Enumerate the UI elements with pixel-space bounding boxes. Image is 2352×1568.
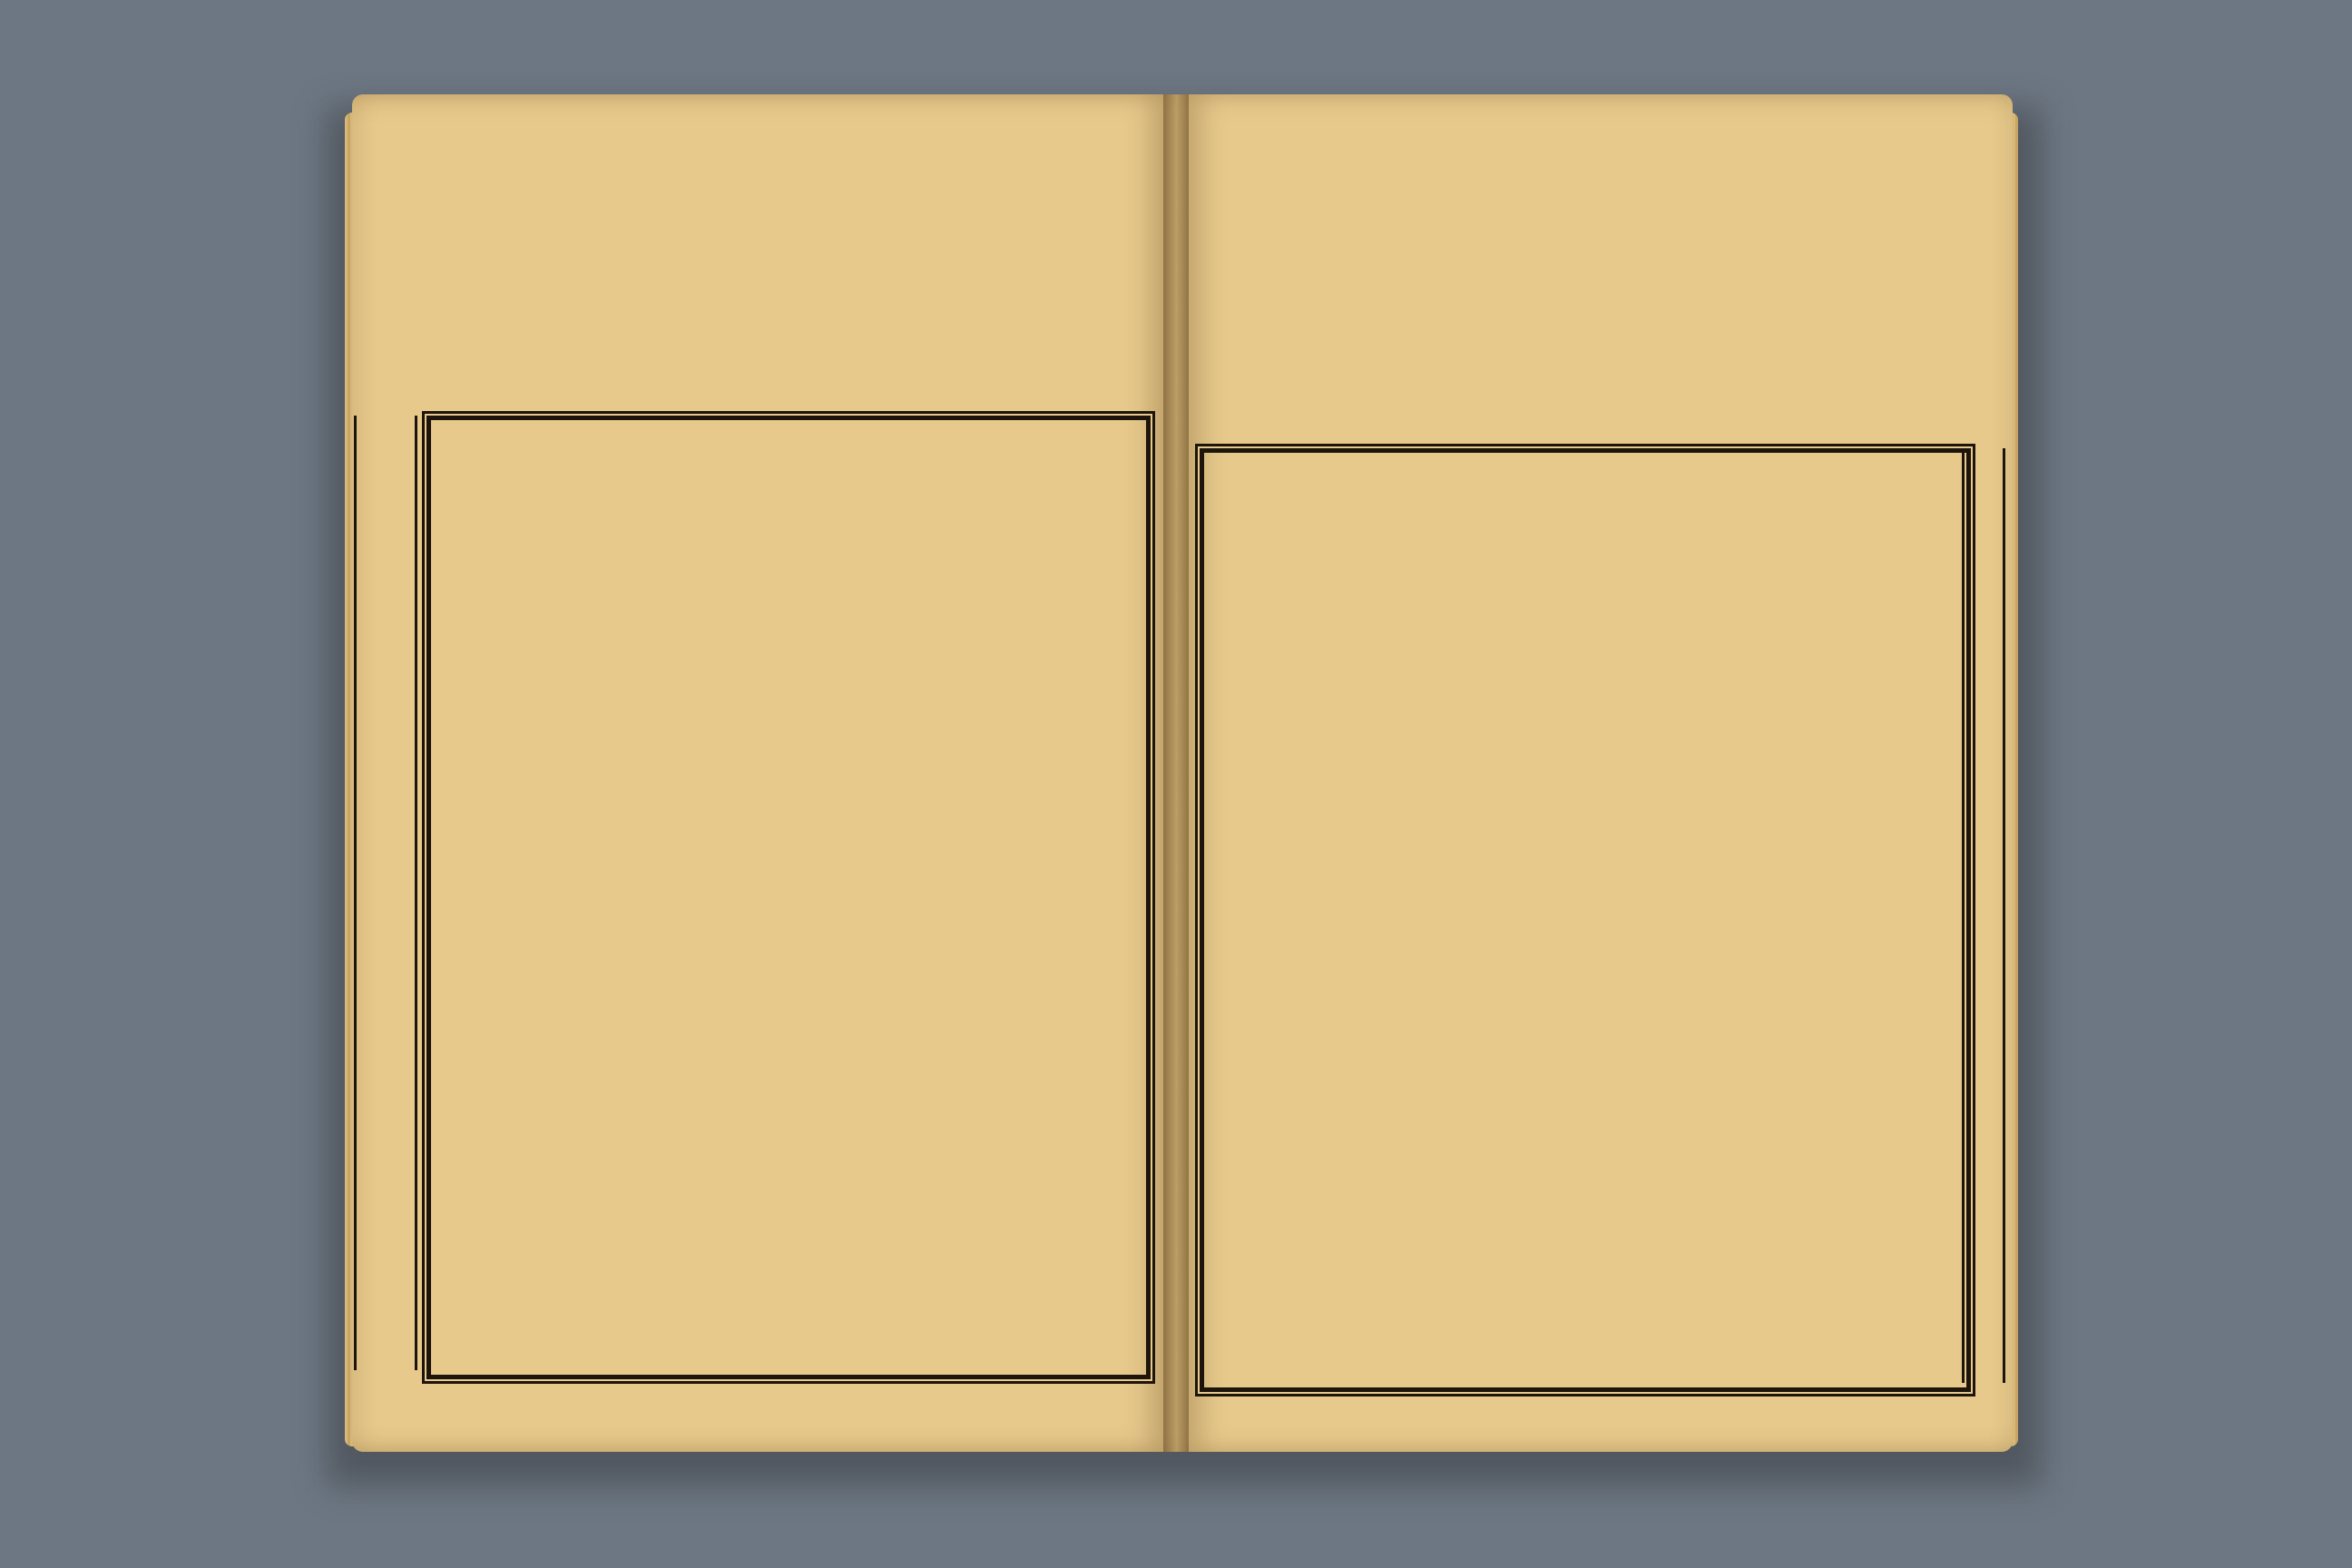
right-text-frame xyxy=(1200,448,1971,1392)
left-text-frame xyxy=(426,416,1151,1379)
left-page-fold-strip xyxy=(354,416,417,1370)
book-gutter xyxy=(1163,94,1189,1452)
